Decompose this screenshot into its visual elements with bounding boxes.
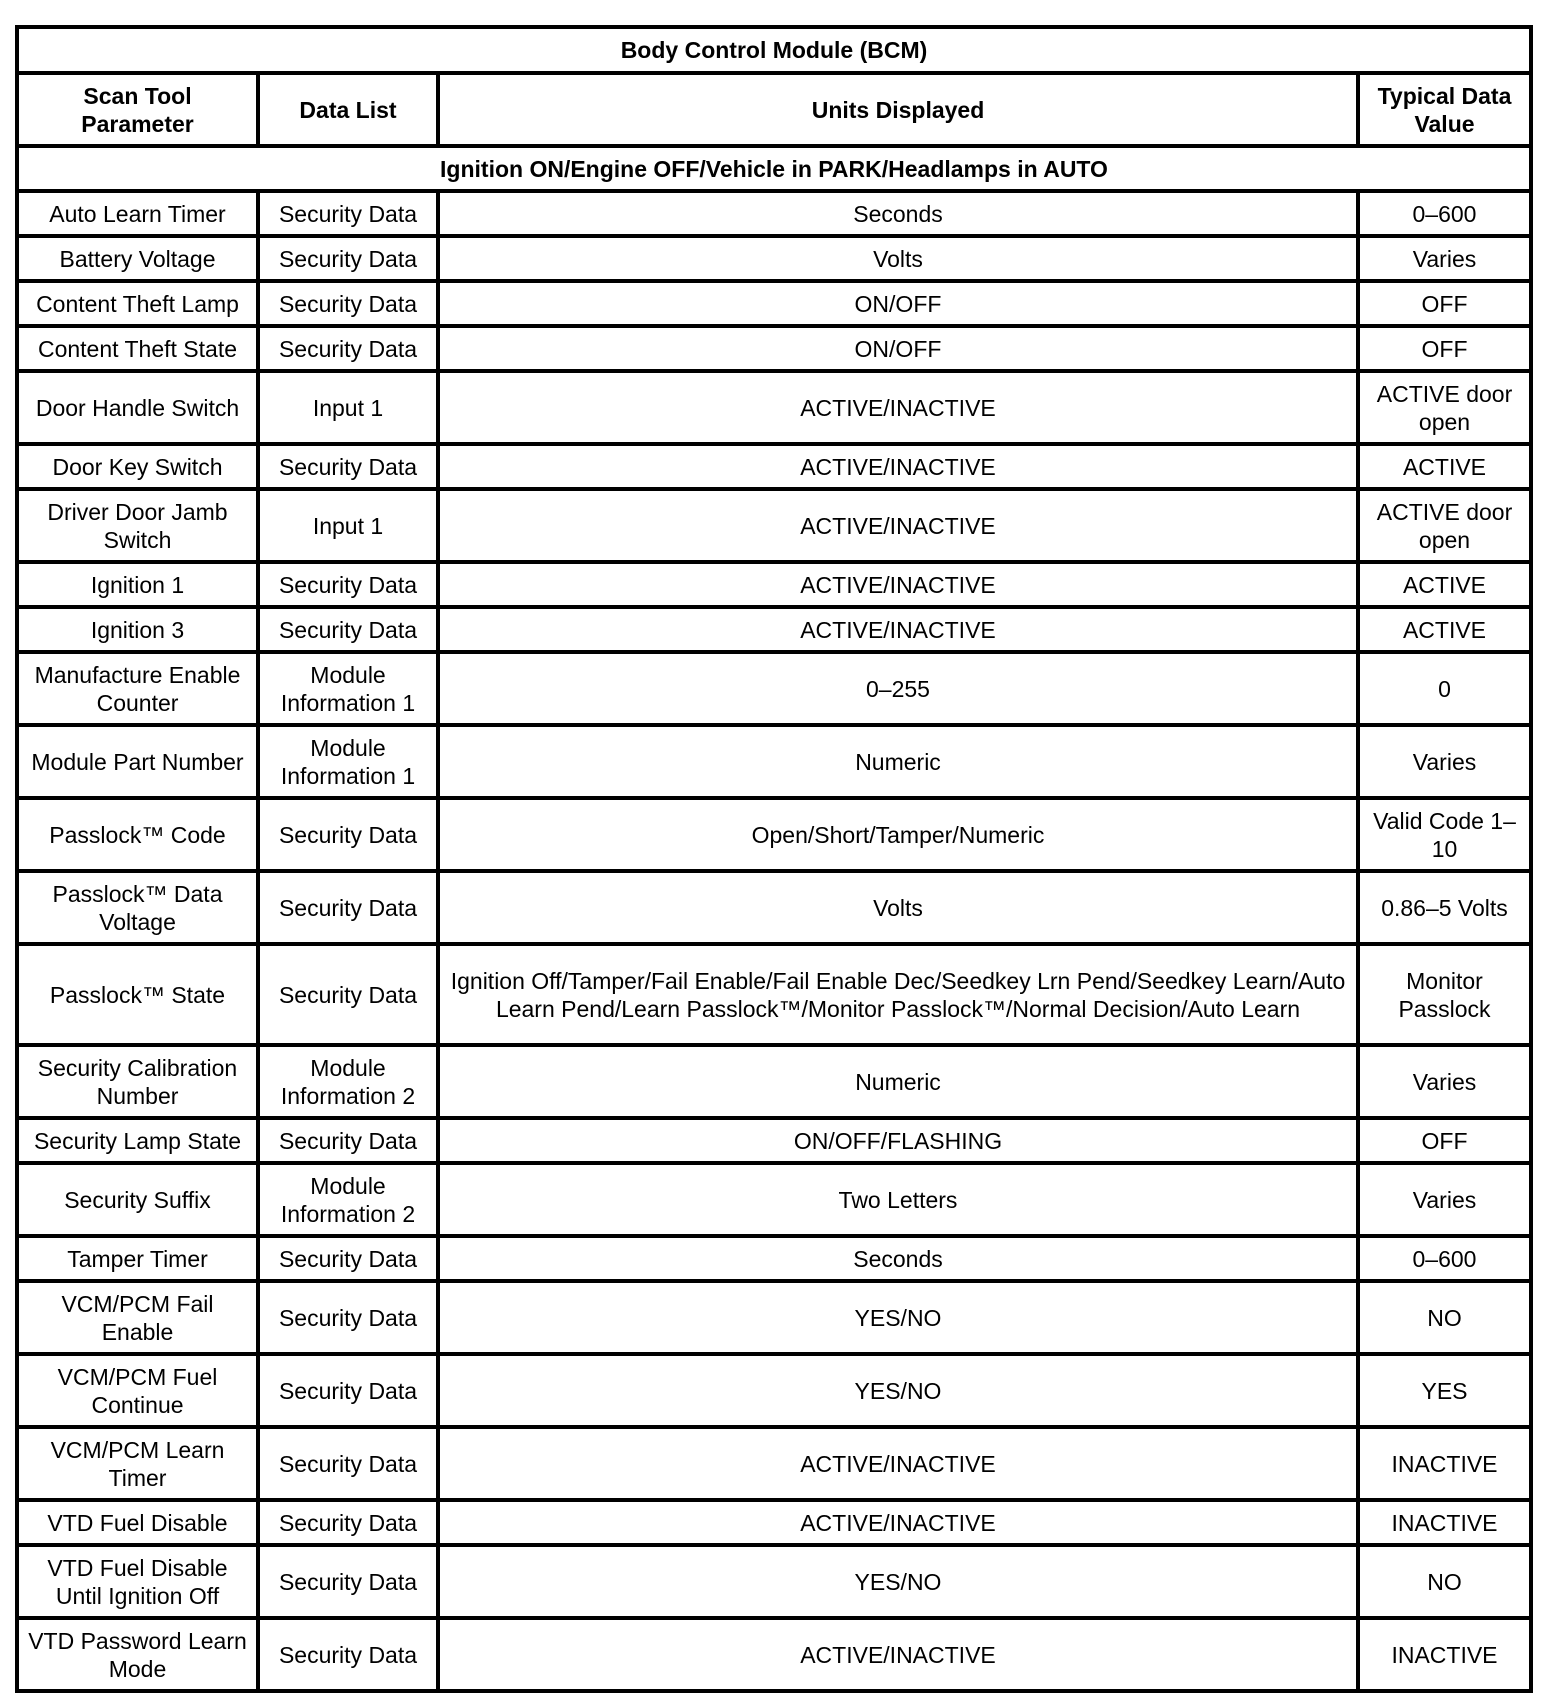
units-cell: YES/NO bbox=[438, 1281, 1358, 1354]
param-cell: Battery Voltage bbox=[17, 236, 258, 281]
data-list-cell: Security Data bbox=[258, 1500, 438, 1545]
units-cell: ACTIVE/INACTIVE bbox=[438, 607, 1358, 652]
units-cell: Open/Short/Tamper/Numeric bbox=[438, 798, 1358, 871]
units-cell: Volts bbox=[438, 236, 1358, 281]
typical-value-cell: 0–600 bbox=[1358, 191, 1531, 236]
data-list-cell: Security Data bbox=[258, 281, 438, 326]
table-row bbox=[17, 326, 1531, 371]
param-cell: Content Theft Lamp bbox=[17, 281, 258, 326]
param-cell: VTD Password Learn Mode bbox=[17, 1618, 258, 1691]
units-cell: Ignition Off/Tamper/Fail Enable/Fail Enable Dec/Seedkey Lrn Pend/Seedkey Learn/Auto Learn Pend/Learn Passlock™/Monitor Passlock™/Normal Decision/Auto Learn bbox=[438, 944, 1358, 1045]
table-row bbox=[17, 1427, 1531, 1500]
data-list-cell: Security Data bbox=[258, 1618, 438, 1691]
typical-value-cell: 0.86–5 Volts bbox=[1358, 871, 1531, 944]
table-row bbox=[17, 371, 1531, 444]
units-cell: Numeric bbox=[438, 1045, 1358, 1118]
data-list-cell: Security Data bbox=[258, 1281, 438, 1354]
param-cell: Manufacture Enable Counter bbox=[17, 652, 258, 725]
table-row bbox=[17, 191, 1531, 236]
section-heading: Ignition ON/Engine OFF/Vehicle in PARK/Headlamps in AUTO bbox=[17, 146, 1531, 191]
param-cell: VCM/PCM Fuel Continue bbox=[17, 1354, 258, 1427]
table-row bbox=[17, 1500, 1531, 1545]
table-row bbox=[17, 1236, 1531, 1281]
table-title-row bbox=[17, 27, 1531, 73]
param-cell: VCM/PCM Fail Enable bbox=[17, 1281, 258, 1354]
param-cell: Auto Learn Timer bbox=[17, 191, 258, 236]
data-list-cell: Security Data bbox=[258, 607, 438, 652]
table-row bbox=[17, 652, 1531, 725]
typical-value-cell: Varies bbox=[1358, 725, 1531, 798]
data-list-cell: Security Data bbox=[258, 236, 438, 281]
data-list-cell: Security Data bbox=[258, 326, 438, 371]
param-cell: Security Calibration Number bbox=[17, 1045, 258, 1118]
data-list-cell: Security Data bbox=[258, 798, 438, 871]
header-units-displayed: Units Displayed bbox=[438, 73, 1358, 146]
typical-value-cell: INACTIVE bbox=[1358, 1427, 1531, 1500]
table-row bbox=[17, 489, 1531, 562]
typical-value-cell: ACTIVE bbox=[1358, 562, 1531, 607]
data-list-cell: Security Data bbox=[258, 444, 438, 489]
units-cell: ACTIVE/INACTIVE bbox=[438, 489, 1358, 562]
typical-value-cell: Valid Code 1–10 bbox=[1358, 798, 1531, 871]
data-list-cell: Module Information 1 bbox=[258, 725, 438, 798]
typical-value-cell: 0–600 bbox=[1358, 1236, 1531, 1281]
units-cell: ACTIVE/INACTIVE bbox=[438, 444, 1358, 489]
typical-value-cell: INACTIVE bbox=[1358, 1618, 1531, 1691]
data-list-cell: Input 1 bbox=[258, 489, 438, 562]
typical-value-cell: ACTIVE bbox=[1358, 444, 1531, 489]
param-cell: Tamper Timer bbox=[17, 1236, 258, 1281]
param-cell: Passlock™ State bbox=[17, 944, 258, 1045]
typical-value-cell: OFF bbox=[1358, 1118, 1531, 1163]
param-cell: Content Theft State bbox=[17, 326, 258, 371]
section-row bbox=[17, 146, 1531, 191]
typical-value-cell: YES bbox=[1358, 1354, 1531, 1427]
units-cell: YES/NO bbox=[438, 1354, 1358, 1427]
data-list-cell: Security Data bbox=[258, 562, 438, 607]
param-cell: Driver Door Jamb Switch bbox=[17, 489, 258, 562]
param-cell: Door Key Switch bbox=[17, 444, 258, 489]
typical-value-cell: NO bbox=[1358, 1545, 1531, 1618]
param-cell: VTD Fuel Disable bbox=[17, 1500, 258, 1545]
data-list-cell: Security Data bbox=[258, 1354, 438, 1427]
units-cell: ON/OFF/FLASHING bbox=[438, 1118, 1358, 1163]
data-list-cell: Module Information 2 bbox=[258, 1163, 438, 1236]
units-cell: Numeric bbox=[438, 725, 1358, 798]
data-list-cell: Security Data bbox=[258, 1545, 438, 1618]
table-row bbox=[17, 281, 1531, 326]
param-cell: Ignition 1 bbox=[17, 562, 258, 607]
table-row bbox=[17, 871, 1531, 944]
typical-value-cell: ACTIVE door open bbox=[1358, 371, 1531, 444]
units-cell: 0–255 bbox=[438, 652, 1358, 725]
param-cell: Security Lamp State bbox=[17, 1118, 258, 1163]
typical-value-cell: NO bbox=[1358, 1281, 1531, 1354]
param-cell: Passlock™ Data Voltage bbox=[17, 871, 258, 944]
units-cell: ACTIVE/INACTIVE bbox=[438, 1618, 1358, 1691]
units-cell: Seconds bbox=[438, 1236, 1358, 1281]
table-title: Body Control Module (BCM) bbox=[17, 27, 1531, 73]
typical-value-cell: Monitor Passlock bbox=[1358, 944, 1531, 1045]
param-cell: Security Suffix bbox=[17, 1163, 258, 1236]
data-list-cell: Module Information 2 bbox=[258, 1045, 438, 1118]
data-list-cell: Security Data bbox=[258, 1118, 438, 1163]
typical-value-cell: Varies bbox=[1358, 236, 1531, 281]
param-cell: Door Handle Switch bbox=[17, 371, 258, 444]
bcm-data-table bbox=[15, 25, 1533, 1693]
data-list-cell: Security Data bbox=[258, 1427, 438, 1500]
units-cell: ACTIVE/INACTIVE bbox=[438, 371, 1358, 444]
param-cell: Ignition 3 bbox=[17, 607, 258, 652]
header-data-list: Data List bbox=[258, 73, 438, 146]
table-row bbox=[17, 562, 1531, 607]
param-cell: VCM/PCM Learn Timer bbox=[17, 1427, 258, 1500]
table-row bbox=[17, 1618, 1531, 1691]
param-cell: VTD Fuel Disable Until Ignition Off bbox=[17, 1545, 258, 1618]
units-cell: ON/OFF bbox=[438, 326, 1358, 371]
typical-value-cell: Varies bbox=[1358, 1163, 1531, 1236]
table-row bbox=[17, 944, 1531, 1045]
data-list-cell: Security Data bbox=[258, 871, 438, 944]
table-row bbox=[17, 1281, 1531, 1354]
typical-value-cell: OFF bbox=[1358, 326, 1531, 371]
table-row bbox=[17, 1118, 1531, 1163]
table-row bbox=[17, 236, 1531, 281]
table-row bbox=[17, 444, 1531, 489]
param-cell: Module Part Number bbox=[17, 725, 258, 798]
typical-value-cell: Varies bbox=[1358, 1045, 1531, 1118]
table-row bbox=[17, 1545, 1531, 1618]
table-row bbox=[17, 725, 1531, 798]
typical-value-cell: OFF bbox=[1358, 281, 1531, 326]
units-cell: Two Letters bbox=[438, 1163, 1358, 1236]
data-list-cell: Security Data bbox=[258, 944, 438, 1045]
typical-value-cell: INACTIVE bbox=[1358, 1500, 1531, 1545]
units-cell: Seconds bbox=[438, 191, 1358, 236]
header-scan-tool-parameter: Scan Tool Parameter bbox=[17, 73, 258, 146]
table-row bbox=[17, 607, 1531, 652]
param-cell: Passlock™ Code bbox=[17, 798, 258, 871]
typical-value-cell: ACTIVE bbox=[1358, 607, 1531, 652]
table-row bbox=[17, 798, 1531, 871]
table-row bbox=[17, 1163, 1531, 1236]
header-typical-data-value: Typical Data Value bbox=[1358, 73, 1531, 146]
typical-value-cell: 0 bbox=[1358, 652, 1531, 725]
data-list-cell: Module Information 1 bbox=[258, 652, 438, 725]
data-list-cell: Security Data bbox=[258, 191, 438, 236]
units-cell: ON/OFF bbox=[438, 281, 1358, 326]
data-list-cell: Input 1 bbox=[258, 371, 438, 444]
data-list-cell: Security Data bbox=[258, 1236, 438, 1281]
units-cell: ACTIVE/INACTIVE bbox=[438, 562, 1358, 607]
units-cell: Volts bbox=[438, 871, 1358, 944]
table-row bbox=[17, 1354, 1531, 1427]
header-row bbox=[17, 73, 1531, 146]
units-cell: ACTIVE/INACTIVE bbox=[438, 1500, 1358, 1545]
typical-value-cell: ACTIVE door open bbox=[1358, 489, 1531, 562]
units-cell: YES/NO bbox=[438, 1545, 1358, 1618]
table-row bbox=[17, 1045, 1531, 1118]
units-cell: ACTIVE/INACTIVE bbox=[438, 1427, 1358, 1500]
